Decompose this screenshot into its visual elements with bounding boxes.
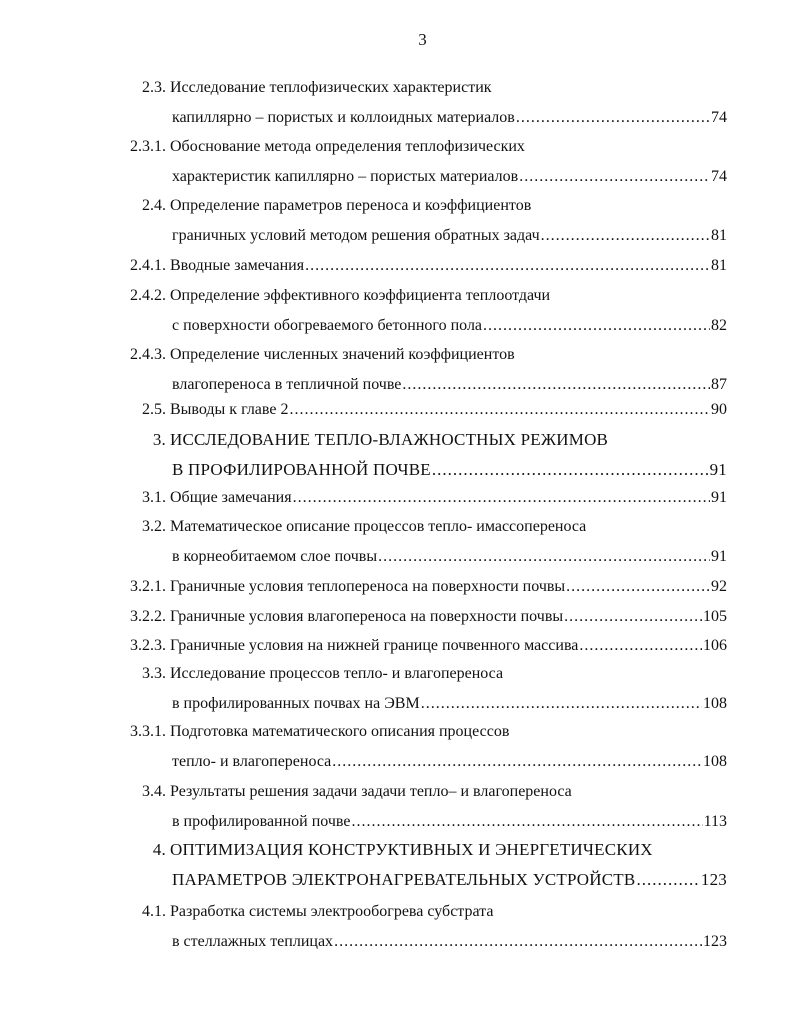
toc-entry-title: Определение численных значений коэффициентов xyxy=(170,346,515,363)
toc-entry-page: 91 xyxy=(709,460,727,479)
toc-entry-title-continued: в профилированной почве xyxy=(172,813,351,830)
toc-entry-line xyxy=(170,577,727,597)
toc-entry-page: 91 xyxy=(711,548,727,565)
toc-entry-number: 4. xyxy=(152,840,166,859)
toc-entry-number: 2.3.1. xyxy=(130,138,166,155)
toc-entry-title-continued: в корнеобитаемом слое почвы xyxy=(172,548,378,565)
toc-entry-continuation xyxy=(172,547,727,567)
toc-entry-page: 81 xyxy=(711,227,727,244)
toc-entry-title: Исследование теплофизических характеристик xyxy=(170,79,492,96)
toc-entry-page: 91 xyxy=(711,489,727,506)
dot-leader xyxy=(334,932,702,952)
toc-entry-continuation xyxy=(172,226,727,246)
toc-entry-title-continued: капиллярно – пористых и коллоидных материалов xyxy=(172,109,515,126)
toc-entry-title: Результаты решения задачи задачи тепло– и влагопереноса xyxy=(170,783,572,800)
toc-entry-title: Общие замечания xyxy=(170,489,292,506)
dot-leader xyxy=(636,870,699,890)
toc-entry-page: 82 xyxy=(711,317,727,334)
toc-entry-number: 3.1. xyxy=(142,489,166,506)
toc-entry-title: Граничные условия влагопереноса на поверхности почвы xyxy=(170,608,564,625)
toc-entry-title: Разработка системы электрообогрева субстрата xyxy=(170,903,494,920)
dot-leader xyxy=(566,577,710,597)
page-number: 3 xyxy=(418,30,427,49)
dot-leader xyxy=(293,488,710,508)
toc-entry-page: 106 xyxy=(703,637,727,654)
dot-leader xyxy=(305,256,710,276)
toc-entry-title: Исследование процессов тепло- и влагопереноса xyxy=(170,665,504,682)
toc-entry-page: 74 xyxy=(711,168,727,185)
dot-leader xyxy=(579,636,702,656)
dot-leader xyxy=(289,400,710,420)
toc-entry-title: ИССЛЕДОВАНИЕ ТЕПЛО-ВЛАЖНОСТНЫХ РЕЖИМОВ xyxy=(170,430,609,449)
toc-entry-title: Математическое описание процессов тепло- имассопереноса xyxy=(170,518,587,535)
toc-entry-continuation xyxy=(172,752,727,772)
dot-leader xyxy=(402,375,710,395)
toc-entry-page: 92 xyxy=(711,578,727,595)
toc-entry-title: Определение эффективного коэффициента теплоотдачи xyxy=(170,287,551,304)
toc-entry-title-continued: влагопереноса в тепличной почве xyxy=(172,376,402,393)
toc-entry-number: 2.4.2. xyxy=(130,287,166,304)
toc-entry-page: 90 xyxy=(711,401,727,418)
toc-entry-title-continued: граничных условий методом решения обратных задач xyxy=(172,227,540,244)
toc-entry-number: 3.2.2. xyxy=(130,608,166,625)
dot-leader xyxy=(483,316,710,336)
toc-entry-page: 74 xyxy=(711,109,727,126)
toc-entry-continuation xyxy=(172,375,727,395)
toc-entry-continuation xyxy=(172,932,727,952)
toc-entry-line xyxy=(170,488,727,508)
dot-leader xyxy=(432,460,709,480)
toc-entry-title: Граничные условия теплопереноса на поверхности почвы xyxy=(170,578,566,595)
dot-leader xyxy=(378,547,710,567)
toc-entry-number: 2.3. xyxy=(142,79,166,96)
dot-leader xyxy=(332,752,702,772)
toc-entry-title-continued: в профилированных почвах на ЭВМ xyxy=(172,695,420,712)
toc-entry-number: 3.2.1. xyxy=(130,578,166,595)
toc-entry-title: ОПТИМИЗАЦИЯ КОНСТРУКТИВНЫХ И ЭНЕРГЕТИЧЕСКИХ xyxy=(170,840,653,859)
toc-entry-page: 108 xyxy=(703,753,727,770)
toc-entry-continuation xyxy=(172,870,727,890)
toc-entry-continuation xyxy=(172,108,727,128)
toc-entry-number: 2.4.1. xyxy=(130,257,166,274)
toc-entry-number: 2.4. xyxy=(142,197,166,214)
toc-entry-line xyxy=(170,400,727,420)
toc-entry-number: 3.3.1. xyxy=(130,723,166,740)
toc-entry-line xyxy=(170,256,727,276)
toc-entry-number: 2.5. xyxy=(142,401,166,418)
toc-entry-continuation xyxy=(172,167,727,187)
toc-entry-number: 4.1. xyxy=(142,903,166,920)
toc-entry-title-continued: ПАРАМЕТРОВ ЭЛЕКТРОНАГРЕВАТЕЛЬНЫХ УСТРОЙСТВ xyxy=(172,870,636,889)
toc-entry-page: 113 xyxy=(703,813,727,830)
toc-entry-title-continued: характеристик капиллярно – пористых материалов xyxy=(172,168,519,185)
toc-entry-continuation xyxy=(172,316,727,336)
toc-entry-continuation xyxy=(172,694,727,714)
toc-entry-title: Выводы к главе 2 xyxy=(170,401,289,418)
toc-entry-page: 123 xyxy=(703,933,727,950)
toc-entry-line xyxy=(170,636,727,656)
toc-entry-title: Вводные замечания xyxy=(170,257,305,274)
toc-entry-title: Определение параметров переноса и коэффициентов xyxy=(170,197,532,214)
toc-entry-number: 3.2. xyxy=(142,518,166,535)
toc-entry-number: 3.4. xyxy=(142,783,166,800)
toc-entry-number: 3.2.3. xyxy=(130,637,166,654)
dot-leader xyxy=(421,694,702,714)
toc-entry-continuation xyxy=(172,812,727,832)
toc-entry-line xyxy=(170,607,727,627)
toc-entry-number: 2.4.3. xyxy=(130,346,166,363)
dot-leader xyxy=(541,226,710,246)
toc-entry-number: 3. xyxy=(152,430,166,449)
dot-leader xyxy=(564,607,702,627)
toc-entry-page: 105 xyxy=(703,608,727,625)
dot-leader xyxy=(519,167,710,187)
toc-entry-title: Граничные условия на нижней границе почвенного массива xyxy=(170,637,579,654)
toc-entry-number: 3.3. xyxy=(142,665,166,682)
toc-entry-title-continued: с поверхности обогреваемого бетонного пола xyxy=(172,317,483,334)
toc-entry-title-continued: тепло- и влагопереноса xyxy=(172,753,332,770)
toc-entry-title-continued: в стеллажных теплицах xyxy=(172,933,334,950)
toc-entry-page: 87 xyxy=(711,376,727,393)
toc-entry-title-continued: В ПРОФИЛИРОВАННОЙ ПОЧВЕ xyxy=(172,460,431,479)
toc-entry-page: 123 xyxy=(700,870,727,889)
toc-entry-page: 108 xyxy=(703,695,727,712)
toc-entry-title: Обоснование метода определения теплофизических xyxy=(170,138,525,155)
toc-entry-continuation xyxy=(172,460,727,480)
dot-leader xyxy=(516,108,710,128)
toc-entry-page: 81 xyxy=(711,257,727,274)
dot-leader xyxy=(351,812,702,832)
toc-entry-title: Подготовка математического описания процессов xyxy=(170,723,510,740)
